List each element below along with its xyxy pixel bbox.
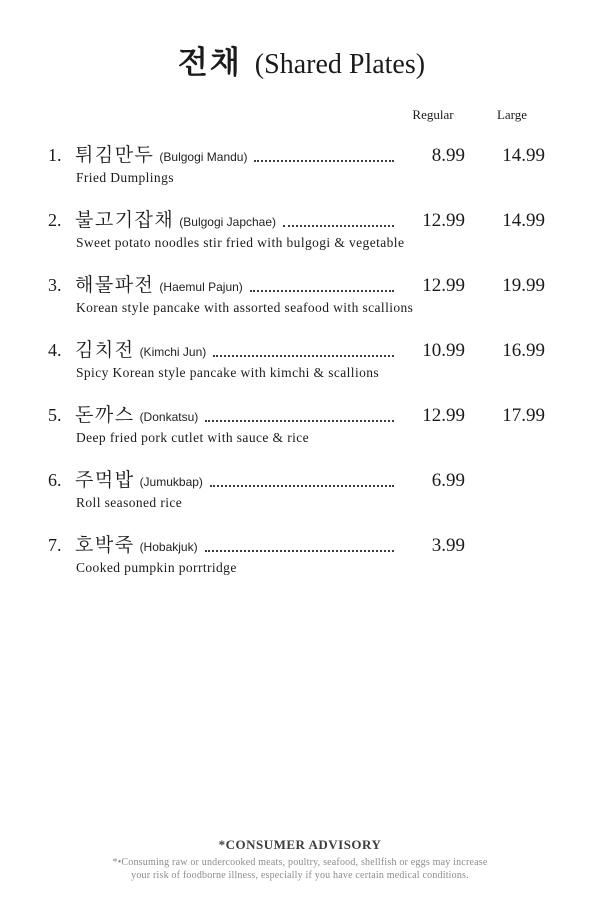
item-name-korean: 불고기잡채	[75, 210, 175, 232]
column-header-regular: Regular	[412, 107, 454, 123]
advisory-heading: *CONSUMER ADVISORY	[218, 837, 382, 852]
item-name-korean: 돈까스	[75, 405, 135, 427]
item-name-korean: 해물파전	[75, 275, 155, 297]
item-name-romanized: (Bulgogi Mandu)	[159, 150, 248, 165]
menu-item-line	[48, 140, 545, 167]
page-title	[58, 44, 545, 81]
item-price-large: 17.99	[502, 405, 545, 427]
item-name-korean: 튀김만두	[75, 145, 155, 167]
dot-leader	[283, 225, 394, 227]
item-number: 7.	[48, 535, 62, 556]
item-price-regular: 12.99	[422, 210, 465, 232]
menu-item	[48, 400, 545, 446]
item-price-regular: 6.99	[431, 470, 465, 492]
column-header-large: Large	[496, 107, 528, 123]
item-number: 6.	[48, 470, 62, 491]
item-description: Fried Dumplings	[76, 170, 174, 186]
item-price-regular: 10.99	[422, 340, 465, 362]
header-spacer	[48, 107, 401, 123]
item-name-korean: 김치전	[75, 340, 135, 362]
item-description: Sweet potato noodles stir fried with bulgogi & vegetable	[76, 235, 405, 251]
menu-items	[48, 140, 545, 576]
menu-item-line	[48, 400, 545, 427]
item-name-romanized: (Haemul Pajun)	[159, 280, 243, 295]
item-number: 3.	[48, 275, 62, 296]
dot-leader	[213, 355, 394, 357]
item-name-romanized: (Kimchi Jun)	[139, 345, 207, 360]
dot-leader	[205, 550, 394, 552]
menu-item-line	[48, 270, 545, 297]
item-name-romanized: (Jumukbap)	[139, 475, 203, 490]
menu-item-line	[48, 205, 545, 232]
item-name-korean: 주먹밥	[75, 470, 135, 492]
advisory-line-1: *•Consuming raw or undercooked meats, poultry, seafood, shellfish or eggs may increase	[112, 857, 488, 868]
menu-item-line	[48, 335, 545, 362]
item-description: Korean style pancake with assorted seafood with scallions	[76, 300, 414, 316]
item-number: 2.	[48, 210, 62, 231]
menu-item	[48, 465, 545, 511]
consumer-advisory	[0, 837, 600, 882]
dot-leader	[210, 485, 394, 487]
item-number: 1.	[48, 145, 62, 166]
menu-item	[48, 530, 545, 576]
item-price-regular: 8.99	[431, 145, 465, 167]
menu-item	[48, 270, 545, 316]
item-description: Cooked pumpkin porrtridge	[76, 560, 237, 576]
menu-item-line	[48, 465, 545, 492]
menu-item	[48, 335, 545, 381]
item-number: 4.	[48, 340, 62, 361]
item-price-regular: 12.99	[422, 405, 465, 427]
advisory-line-2: your risk of foodborne illness, especially if you have certain medical conditions.	[131, 870, 469, 881]
item-name-romanized: (Bulgogi Japchae)	[179, 215, 277, 230]
item-description: Spicy Korean style pancake with kimchi & scallions	[76, 365, 380, 381]
item-price-large: 19.99	[502, 275, 545, 297]
dot-leader	[254, 160, 394, 162]
item-price-large: 14.99	[502, 145, 545, 167]
dot-leader	[250, 290, 394, 292]
item-price-regular: 12.99	[422, 275, 465, 297]
dot-leader	[205, 420, 394, 422]
item-number: 5.	[48, 405, 62, 426]
menu-item	[48, 140, 545, 186]
title-korean: 전채	[177, 45, 242, 80]
menu-item	[48, 205, 545, 251]
item-price-large: 14.99	[502, 210, 545, 232]
item-name-romanized: (Donkatsu)	[139, 410, 199, 425]
item-description: Deep fried pork cutlet with sauce & rice	[76, 430, 310, 446]
item-price-large: 16.99	[502, 340, 545, 362]
item-description: Roll seasoned rice	[76, 495, 183, 511]
item-price-regular: 3.99	[431, 535, 465, 557]
item-name-korean: 호박죽	[75, 535, 135, 557]
item-name-romanized: (Hobakjuk)	[139, 540, 198, 555]
title-english: (Shared Plates)	[254, 49, 426, 80]
menu-item-line	[48, 530, 545, 557]
price-columns-header	[48, 107, 545, 123]
